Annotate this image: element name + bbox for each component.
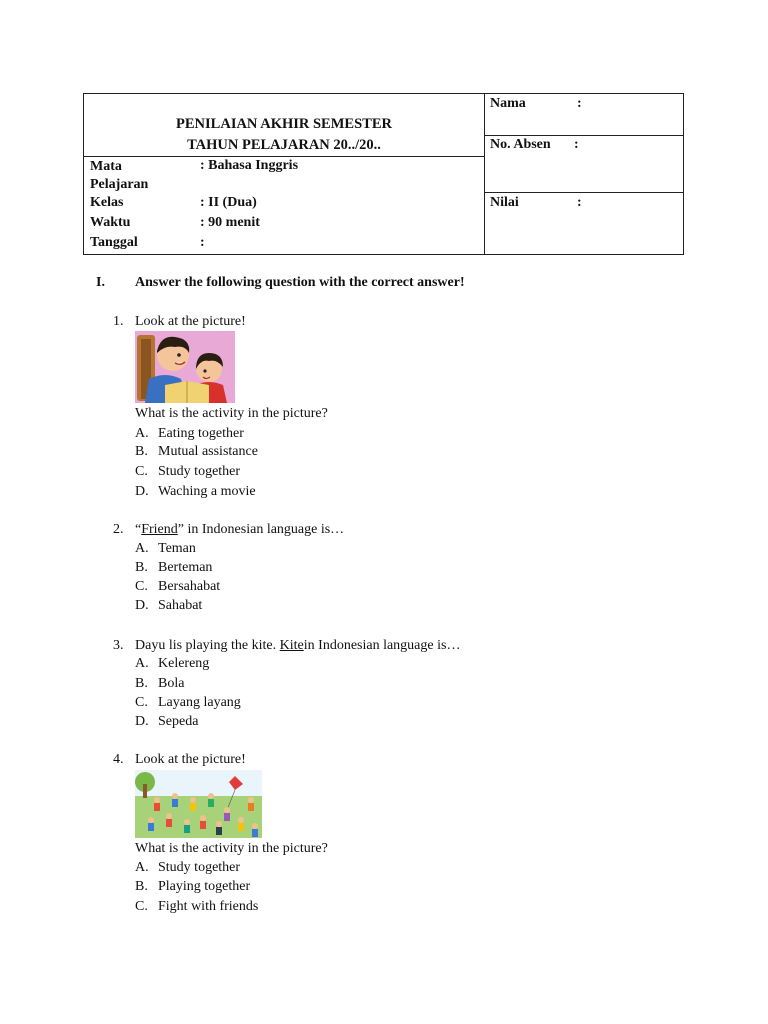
- option-text: Teman: [158, 541, 196, 556]
- question-2-option-a[interactable]: [135, 541, 196, 557]
- question-2-option-b[interactable]: [135, 560, 212, 576]
- name-colon: :: [577, 96, 582, 111]
- section-number: I.: [96, 275, 105, 290]
- option-letter: D.: [135, 598, 149, 613]
- question-3-prompt-start: Dayu lis playing the kite.: [135, 638, 280, 653]
- question-2-option-d[interactable]: [135, 598, 202, 614]
- question-3-prompt-rest: in Indonesian language is…: [303, 638, 461, 653]
- question-2-open-quote: “: [135, 522, 142, 537]
- option-letter: B.: [135, 444, 148, 459]
- question-2-number: 2.: [113, 522, 124, 537]
- question-3-number: 3.: [113, 638, 124, 653]
- question-4-prompt: Look at the picture!: [135, 752, 246, 767]
- option-letter: B.: [135, 560, 148, 575]
- option-text: Bersahabat: [158, 579, 221, 594]
- question-1-option-a[interactable]: [135, 426, 244, 442]
- date-label: Tanggal: [90, 235, 138, 250]
- option-text: Study together: [158, 860, 241, 875]
- option-text: Sepeda: [158, 714, 199, 729]
- question-1-prompt: Look at the picture!: [135, 314, 246, 329]
- absen-colon: :: [574, 137, 579, 152]
- class-label: Kelas: [90, 195, 124, 210]
- option-text: Eating together: [158, 426, 244, 441]
- option-text: Kelereng: [158, 656, 210, 671]
- option-letter: C.: [135, 464, 148, 479]
- header-divider-right-2: [484, 192, 684, 193]
- option-letter: A.: [135, 541, 149, 556]
- question-3-option-d[interactable]: [135, 714, 198, 730]
- subject-label: Mata Pelajaran: [90, 159, 149, 192]
- option-letter: B.: [135, 879, 148, 894]
- name-label: Nama: [490, 96, 526, 111]
- option-letter: C.: [135, 899, 148, 914]
- option-text: Waching a movie: [158, 484, 256, 499]
- exam-year: TAHUN PELAJARAN 20../20..: [187, 137, 381, 153]
- option-letter: C.: [135, 579, 148, 594]
- question-3-underlined-word: Kite: [279, 638, 304, 653]
- option-text: Layang layang: [158, 695, 241, 710]
- question-2-prompt-rest: ” in Indonesian language is…: [177, 522, 345, 537]
- question-1-option-d[interactable]: [135, 484, 256, 500]
- question-3-option-a[interactable]: [135, 656, 209, 672]
- question-3-option-c[interactable]: [135, 695, 241, 711]
- children-playing-picture: [135, 770, 262, 838]
- class-value: : II (Dua): [200, 195, 257, 210]
- question-3-option-b[interactable]: [135, 676, 184, 692]
- header-divider-right-1: [484, 135, 684, 136]
- option-text: Fight with friends: [158, 899, 259, 914]
- score-label: Nilai: [490, 195, 519, 210]
- option-text: Berteman: [158, 560, 213, 575]
- question-4-number: 4.: [113, 752, 124, 767]
- option-text: Playing together: [158, 879, 251, 894]
- question-1-option-c[interactable]: [135, 464, 240, 480]
- question-2-underlined-word: Friend: [141, 522, 178, 537]
- absen-label: No. Absen: [490, 137, 551, 152]
- option-text: Bola: [158, 676, 185, 691]
- date-value: :: [200, 235, 205, 250]
- question-4-option-a[interactable]: [135, 860, 240, 876]
- children-studying-picture: [135, 331, 235, 403]
- option-letter: D.: [135, 714, 149, 729]
- option-letter: C.: [135, 695, 148, 710]
- option-letter: A.: [135, 656, 149, 671]
- time-label: Waktu: [90, 215, 131, 230]
- question-3-prompt: [135, 638, 460, 654]
- option-text: Study together: [158, 464, 241, 479]
- option-text: Mutual assistance: [158, 444, 258, 459]
- question-4-text: What is the activity in the picture?: [135, 841, 328, 856]
- option-letter: A.: [135, 860, 149, 875]
- question-1-text: What is the activity in the picture?: [135, 406, 328, 421]
- header-divider-vertical: [484, 93, 485, 255]
- option-text: Sahabat: [158, 598, 203, 613]
- option-letter: A.: [135, 426, 149, 441]
- score-colon: :: [577, 195, 582, 210]
- question-1-option-b[interactable]: [135, 444, 258, 460]
- exam-title: PENILAIAN AKHIR SEMESTER: [176, 116, 392, 132]
- section-instruction: Answer the following question with the correct answer!: [135, 275, 465, 290]
- option-letter: B.: [135, 676, 148, 691]
- question-4-option-b[interactable]: [135, 879, 250, 895]
- question-4-option-c[interactable]: [135, 899, 258, 915]
- subject-value: : Bahasa Inggris: [200, 158, 299, 173]
- question-1-number: 1.: [113, 314, 124, 329]
- option-letter: D.: [135, 484, 149, 499]
- question-2-option-c[interactable]: [135, 579, 220, 595]
- header-divider-left: [83, 156, 484, 157]
- question-2-prompt: [135, 522, 344, 538]
- time-value: : 90 menit: [200, 215, 260, 230]
